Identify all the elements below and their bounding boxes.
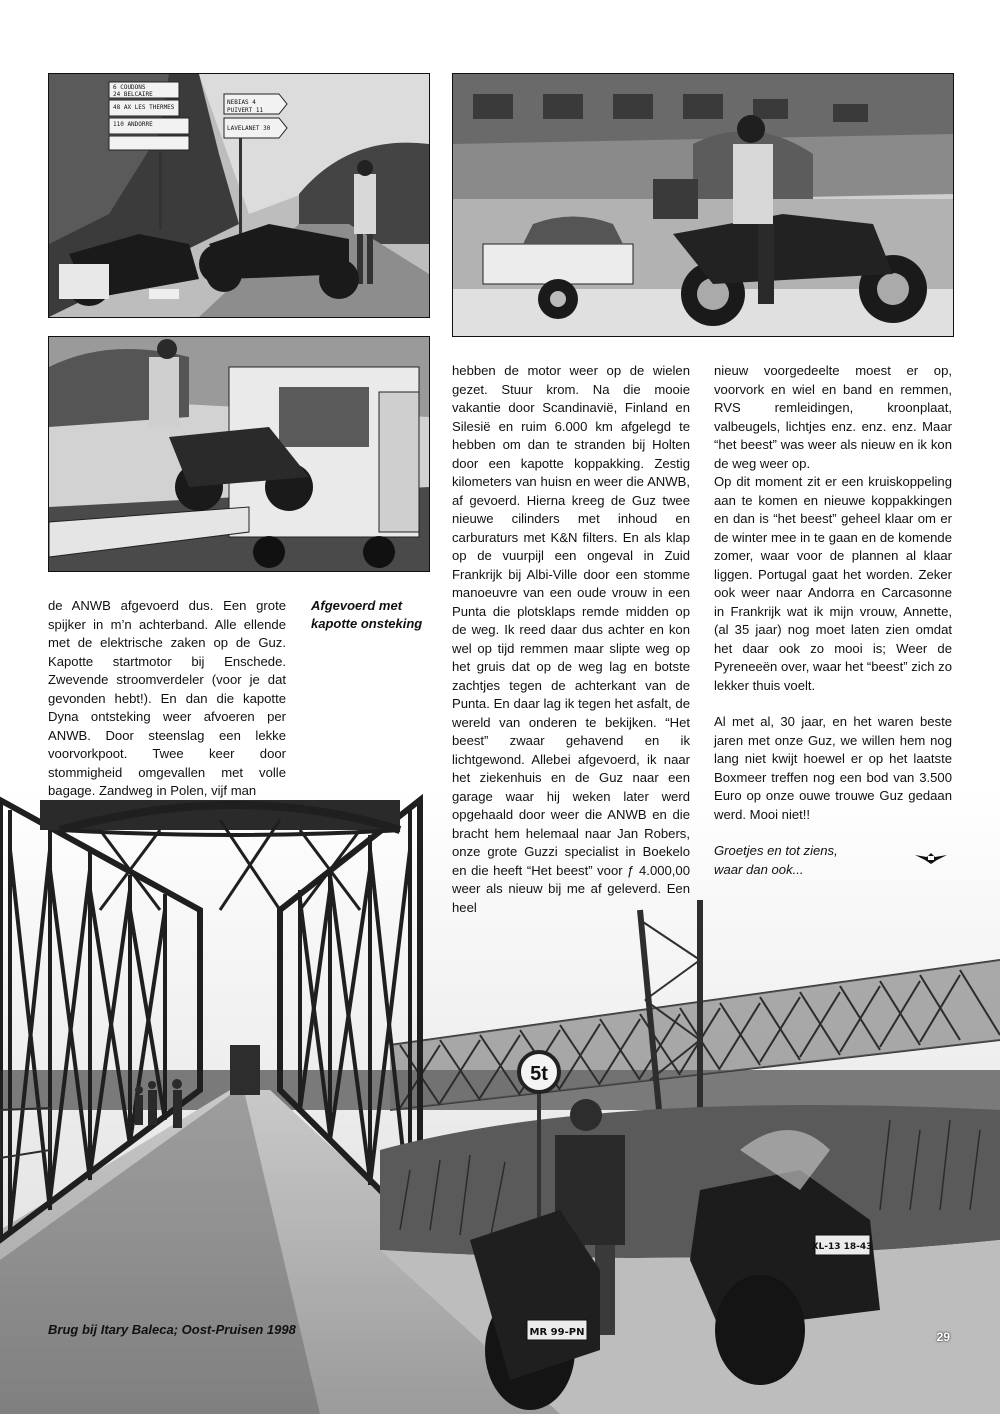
speed-sign-text: 5t [530, 1063, 548, 1085]
sign-line-1: 6 COUDONS [113, 84, 146, 91]
article-column-4 [714, 362, 952, 879]
sign-line-7: LAVELANET 30 [227, 125, 271, 132]
side-caption-text: Afgevoerd met kapotte onsteking [311, 598, 423, 631]
bridge-caption [48, 1321, 448, 1339]
column-3-text: hebben de motor weer op de wielen gezet. Stuur krom. Na die mooie vakantie door Scandinavië, Finland en Silesië en ruim 6.000 km afgelegd te hebben om dan te stranden bij Holten door een kapotte koppakking. Zestig kilometers van huisn en weer die ANWB, af gevoerd. Hierna kreeg de Guz twee nieuwe cilinders met inhoud en carburaturs met K&N filters. En als klap op de vuurpijl een ongeval in Zuid Frankrijk bij Albi-Ville door een stomme manoeuvre van een oude vrouw in een Punta die plotsklaps remde midden op de weg. Ik reed daar dus achter en kon wel op tijd remmen maar slipte weg op het gruis dat op de weg lag en botste zachtjes tegen de achterkant van de Punta. En daar lag ik tegen het asfalt, de wereld van onderen te bekijken. “Het beest” zwaar gehavend en ik lichtgewond. Allebei afgevoerd, ik naar het ziekenhuis en de Guz naar een garage waar hij weken later werd opgehaald door weer die ANWB en die bracht hem helemaal naar Jan Robers, onze grote Guzzi specialist in Boekelo en die heeft “Het beest” voor ƒ 4.000,00 weer als nieuw bij me af geleverd. Een heel [452, 363, 690, 915]
article-column-1 [48, 597, 286, 801]
sign-line-2: 24 BELCAIRE [113, 91, 153, 98]
sign-line-4: 110 ANDORRE [113, 121, 153, 128]
bridge-caption-text: Brug bij Itary Baleca; Oost-Pruisen 1998 [48, 1322, 296, 1337]
photo-tow-truck [48, 336, 430, 572]
side-caption [311, 597, 427, 633]
photo-trailer [452, 73, 954, 337]
article-column-3 [452, 362, 690, 917]
greeting-line-1: Groetjes en tot ziens, [714, 843, 838, 858]
sign-line-6: PUIVERT 11 [227, 107, 264, 114]
column-4-paragraph-1: nieuw voorgedeelte moest er op, voorvork en wiel en band en remmen, RVS remleidingen, kroonplaat, valbeugels, lichtjes enz. enz. enz. Maar “het beest” was weer als nieuw en ik kon de weg weer op. [714, 363, 952, 471]
plate-right: XL-13 18-43 [811, 1242, 873, 1252]
sign-line-5: NEBIAS 4 [227, 99, 256, 106]
page-number: 29 [936, 1330, 950, 1344]
column-4-paragraph-3: Al met al, 30 jaar, en het waren beste jaren met onze Guz, we willen hem nog lang niet kwijt hoewel er op het laatste Boxmeer treffen nog een bod van 3.500 Euro op onze ouwe trouwe Guz gedaan werd. Mooi niet!! [714, 714, 952, 822]
sign-line-3: 48 AX LES THERMES [113, 104, 175, 111]
greeting-line-2: waar dan ook... [714, 861, 804, 877]
plate-left: MR 99-PN [529, 1327, 585, 1338]
moto-guzzi-eagle-icon [915, 851, 947, 865]
column-1-text: de ANWB afgevoerd dus. Een grote spijker in m’n achterband. Alle ellende met de elektrische zaken op de Guz. Kapotte startmotor bij Enschede. Zwevende stroomverdeler (voor je dat gevonden hebt!). En dan die kapotte Dyna ontsteking weer afvoeren per ANWB. Door steenslag een lekke voorvorkpoot. Twee keer door stommigheid omgevallen met volle bagage. Zandweg in Polen, vijf man [48, 598, 286, 798]
photo-signposts [48, 73, 430, 318]
column-4-paragraph-2: Op dit moment zit er een kruiskoppeling aan te komen en nieuwe koppakkingen en dan is “het beest” geheel klaar om er de winter mee in te gaan en de komende zomer, waar voor de plannen al klaar liggen. Portugal gaat het worden. Zeker ook weer naar Andorra en Carcasonne in Frankrijk wat ik mijn vrouw, Annette, (al 35 jaar) nog moet laten zien omdat het daar ook zo mooi is; Weer de Pyreneeën over, waar het “beest” zich zo lekker thuis voelt. [714, 474, 952, 693]
